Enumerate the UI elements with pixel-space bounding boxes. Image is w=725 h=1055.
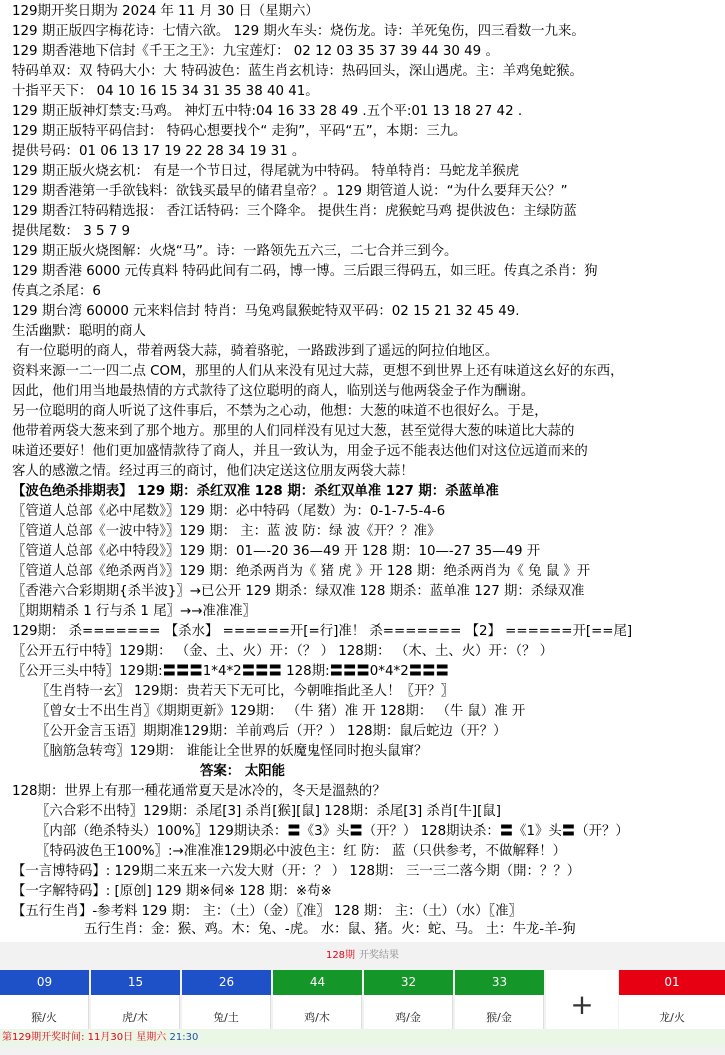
story-line-3: 因此，他们用当地最热情的方式款待了这位聪明的商人，临别送与他两袋金子作为酬谢。	[12, 384, 535, 399]
zodiac-mystery-line: 〖生肖特一玄〗 129期：贵若天下无可比，今朝唯指此圣人！〖开？〗	[36, 684, 455, 699]
kill-head-line: 〖内部（绝杀特头）100%〗129期诀杀：〓《3》头〓（开？） 128期诀杀：〓《1》头〓（开？）	[36, 824, 629, 839]
draw-time-footer	[0, 1029, 725, 1047]
ball-3-zodiac: 兔/土	[182, 995, 271, 1040]
results-header	[0, 942, 725, 969]
ball-4-zodiac: 鸡/木	[273, 995, 362, 1040]
ball-1-zodiac: 猴/火	[0, 995, 89, 1040]
wave-color-table-line: 【波色绝杀排期表】 129 期：杀红双准 128 期：杀红双单准 127 期：杀蓝单准	[12, 484, 499, 499]
golden-words-line: 〖公开金言玉语〗期期准129期：羊前鸡后（开？） 128期：鼠后蛇边（开？）	[36, 724, 507, 739]
story-line-2: 资料来源一二一四二点 COM，那里的人们从来没有见过大蒜，更想不到世界上还有味道这幺好的东西，	[12, 364, 624, 379]
tail-numbers-line: 提供尾数： 3 5 7 9	[12, 224, 131, 239]
ball-1-number: 09	[36, 975, 53, 989]
not-out-line: 〖六合彩不出特〗129期：杀尾[3] 杀肖[猴][鼠] 128期：杀尾[3] 杀肖[牛][鼠]	[36, 804, 501, 819]
draw-date-line: 129期开奖日期为 2024 年 11 月 30 日（星期六）	[12, 4, 319, 19]
ball-4	[273, 970, 362, 995]
five-elements-line: 〖公开五行中特〗129期： （金、土、火）开：（？ ） 128期： （木、土、火）开：（？ ）	[12, 644, 554, 659]
one-char-line: 【一字解特码】: [原创] 129 期※伺※ 128 期：※苟※	[12, 884, 332, 899]
draw-time-label: 第129期开奖时间:	[2, 1032, 85, 1043]
ball-6-zodiac: 猴/金	[455, 995, 544, 1040]
kill-row-tail-line: 129期： 杀======= 【杀水】 ======开[=行]准！ 杀======= 【2】 ======开[==尾]	[12, 624, 633, 639]
three-heads-line: 〖公开三头中特〗129期:〓〓〓1*4*2〓〓〓 128期:〓〓〓0*4*2〓〓〓	[12, 664, 449, 679]
special-ball	[619, 970, 725, 995]
ball-5	[364, 970, 453, 995]
ball-6-number: 33	[491, 975, 508, 989]
fire-picture-line: 129 期正版火烧图解：火烧“马”。诗：一路领先五六三，二七合并三到今。	[12, 244, 458, 259]
ten-fingers-line: 十指平天下： 04 10 16 15 34 31 35 38 40 41。	[12, 84, 319, 99]
story-line-7: 客人的感激之情。经过再三的商讨，他们决定送这位朋友两袋大蒜！	[12, 464, 414, 479]
results-label: 开奖结果	[359, 950, 400, 961]
plus-sign: +	[546, 970, 618, 1040]
ball-3	[182, 970, 271, 995]
fax-material-line: 129 期香港 6000 元传真料 特码此间有二码，博一博。三后跟三得码五，如三旺。传真之杀肖：狗	[12, 264, 598, 279]
ball-4-number: 44	[309, 975, 326, 989]
special-ball-number: 01	[664, 975, 680, 989]
ball-3-number: 26	[218, 975, 235, 989]
ms-zodiac-line: 〖曾女士不出生肖〗《期期更新》129期： （牛 猪）准 开 128期： （牛 鼠）准 开	[36, 704, 526, 719]
results-panel	[0, 942, 725, 1055]
draw-time-date: 11月30日 星期六	[87, 1032, 167, 1043]
plum-poem-line: 129 期正版四字梅花诗：七情六欲。 129 期火车头：烧伤龙。诗：羊死兔伤，四三看数一九来。	[12, 24, 585, 39]
ball-2-number: 15	[127, 975, 144, 989]
story-line-1: 有一位聪明的商人，带着两袋大蒜，骑着骆驼，一路跋涉到了遥远的阿拉伯地区。	[12, 344, 499, 359]
story-line-4: 另一位聪明的商人听说了这件事后，不禁为之心动，他想：大葱的味道不也很好么。于是，	[12, 404, 548, 419]
fax-tail-line: 传真之杀尾：6	[12, 284, 101, 299]
wuxing-list-line: 五行生肖：金：猴、鸡。木：兔、-虎。 水：鼠、猪。火：蛇、马。 土：牛龙-羊-狗	[84, 922, 576, 937]
special-ball-zodiac: 龙/火	[619, 995, 725, 1040]
flat-code-envelope-line: 129 期正版特平码信封： 特码心想要找个“ 走狗”，平码“五”，本期：三九。	[12, 124, 467, 139]
story-line-5: 他带着两袋大葱来到了那个地方。那里的人们同样没有见过大葱，甚至觉得大葱的味道比大蒜的	[12, 424, 575, 439]
one-wave-line: 〖管道人总部《一波中特》〗129 期： 主：蓝 波 防：绿 波《开？？准》	[12, 524, 441, 539]
ball-2	[91, 970, 180, 995]
half-wave-line: 〖香港六合彩期期{杀半波}〗→已公开 129 期杀：绿双准 128 期杀：蓝单准 127 期：杀绿双准	[12, 584, 585, 599]
humor-title: 生活幽默：聪明的商人	[12, 324, 146, 339]
kill-two-zodiac-line: 〖管道人总部《绝杀两肖》〗129 期：绝杀两肖为《 猪 虎 》开 128 期：绝杀两肖为《 兔 鼠 》开	[12, 564, 591, 579]
special-code-line: 特码单双：双 特码大小：大 特码波色：蓝生肖玄机诗：热码回头，深山遇虎。主：羊鸡兔蛇猴。	[12, 64, 583, 79]
fire-mystery-line: 129 期正版火烧玄机： 有是一个节日过，得尾就为中特码。 特单特肖：马蛇龙羊猴虎	[12, 164, 519, 179]
taiwan-envelope-line: 129 期台湾 60000 元来料信封 特肖：马兔鸡鼠猴蛇特双平码：02 15 21 32 45 49.	[12, 304, 520, 319]
numbers-line: 提供号码：01 06 13 17 19 22 28 34 19 31 。	[12, 144, 306, 159]
must-tail-line: 〖管道人总部《必中尾数》〗129 期：必中特码（尾数）为：0-1-7-5-4-6	[12, 504, 446, 519]
one-word-bet-line: 【一言博特码】: 129期二来五来一六发大财（开：？ ） 128期： 三一三二落今期（開：？？）	[12, 864, 581, 879]
must-segment-line: 〖管道人总部《必中特段》〗129 期：01—-20 36—49 开 128 期：10—-27 35—49 开	[12, 544, 541, 559]
riddle-answer: 答案： 太阳能	[200, 764, 286, 779]
riddle-128-line: 128期：世界上有那一種花通常夏天是冰冷的，冬天是溫熱的？	[12, 784, 386, 799]
ball-5-zodiac: 鸡/金	[364, 995, 453, 1040]
ball-1	[0, 970, 89, 995]
wuxing-zodiac-line: 【五行生肖】-参考料 129 期： 主：（土）（金）〖准〗 128 期： 主：（土）（水）〖准〗	[12, 904, 522, 919]
riddle-line: 〖脑筋急转弯〗129期： 谁能让全世界的妖魔鬼怪同时抱头鼠窜？	[36, 744, 428, 759]
wave-king-line: 〖特码波色王100%〗:→准准准129期必中波色主：红 防： 蓝（只供参考，不做解释！）	[36, 844, 566, 859]
ball-6	[455, 970, 544, 995]
hong-kong-material-line: 129 期香港第一手欲钱料：欲钱买最早的储君皇帝？。129 期管道人说：“为什么要拜天公？”	[12, 184, 568, 199]
ball-5-number: 32	[400, 975, 417, 989]
results-issue: 128期	[325, 950, 356, 961]
envelope-line: 129 期香港地下信封《千王之王》：九宝莲灯： 02 12 03 35 37 39 44 30 49 。	[12, 44, 499, 59]
ball-2-zodiac: 虎/木	[91, 995, 180, 1040]
story-line-6: 味道还要好！他们更加盛情款待了商人，并且一致认为，用金子远不能表达他们对这位远道而来的	[12, 444, 588, 459]
kill-row-tail-title: 〖期期精杀 1 行与杀 1 尾〗→→准准准〗	[12, 604, 256, 619]
xiangjiang-line: 129 期香江特码精选报： 香江话特码：三个降伞。 提供生肖：虎猴蛇马鸡 提供波色：主绿防蓝	[12, 204, 577, 219]
draw-time-clock: 21:30	[169, 1032, 199, 1043]
lamp-line: 129 期正版神灯禁支:马鸡。 神灯五中特:04 16 33 28 49 .五个平:01 13 18 27 42 .	[12, 104, 523, 119]
